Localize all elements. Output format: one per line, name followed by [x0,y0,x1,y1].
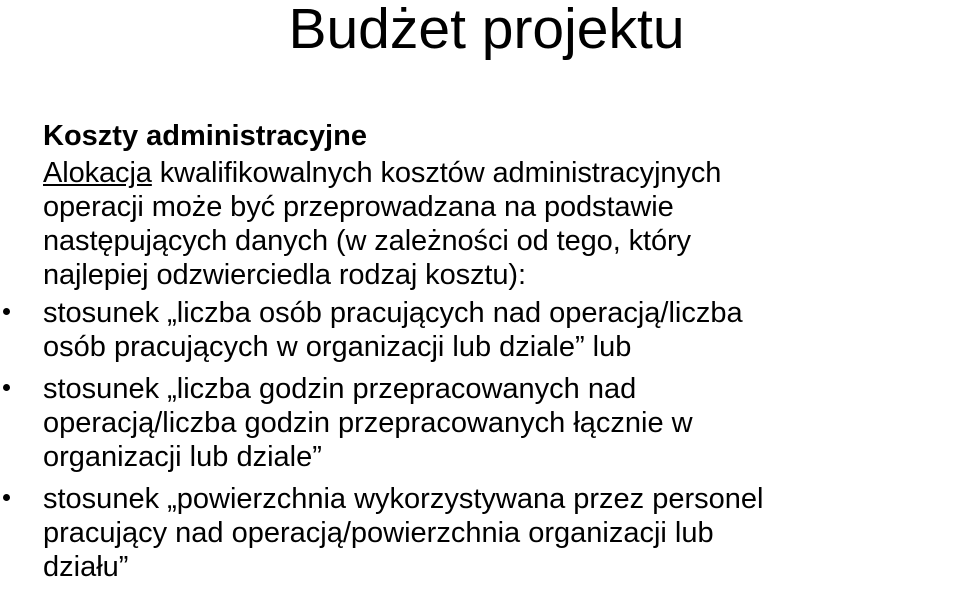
bullet-dot-icon [3,308,10,315]
bullet-3-line-3: działu” [43,551,129,583]
bullet-item-2 [43,372,959,474]
bullet-list [43,296,959,584]
bullet-1-line-2: osób pracujących w organizacji lub dziale” lub [43,331,632,363]
bullet-3-line-2: pracujący nad operacją/powierzchnia organizacji lub [43,517,714,549]
intro-line-1 [43,156,959,190]
section-heading: Koszty administracyjne [43,120,367,152]
bullet-dot-icon [3,384,10,391]
intro-line-2: operacji może być przeprowadzana na podstawie [43,191,674,223]
bullet-2-line-1: stosunek „liczba godzin przepracowanych nad [43,373,637,405]
bullet-item-3 [43,482,959,584]
intro-line-1-rest: kwalifikowalnych kosztów administracyjnych [151,157,722,189]
intro-paragraph [43,156,959,292]
bullet-1-line-1: stosunek „liczba osób pracujących nad operacją/liczba [43,297,743,329]
slide-content [43,116,959,592]
bullet-2-line-3: organizacji lub dziale” [43,441,322,473]
bullet-item-1 [43,296,959,364]
bullet-dot-icon [3,494,10,501]
intro-line-4: najlepiej odzwierciedla rodzaj kosztu): [43,259,526,291]
intro-line-3: następujących danych (w zależności od tego, który [43,225,691,257]
bullet-3-line-1: stosunek „powierzchnia wykorzystywana przez personel [43,483,764,515]
slide-title: Budżet projektu [288,0,685,61]
underlined-term: Alokacja [43,157,152,189]
bullet-2-line-2: operacją/liczba godzin przepracowanych łącznie w [43,407,693,439]
